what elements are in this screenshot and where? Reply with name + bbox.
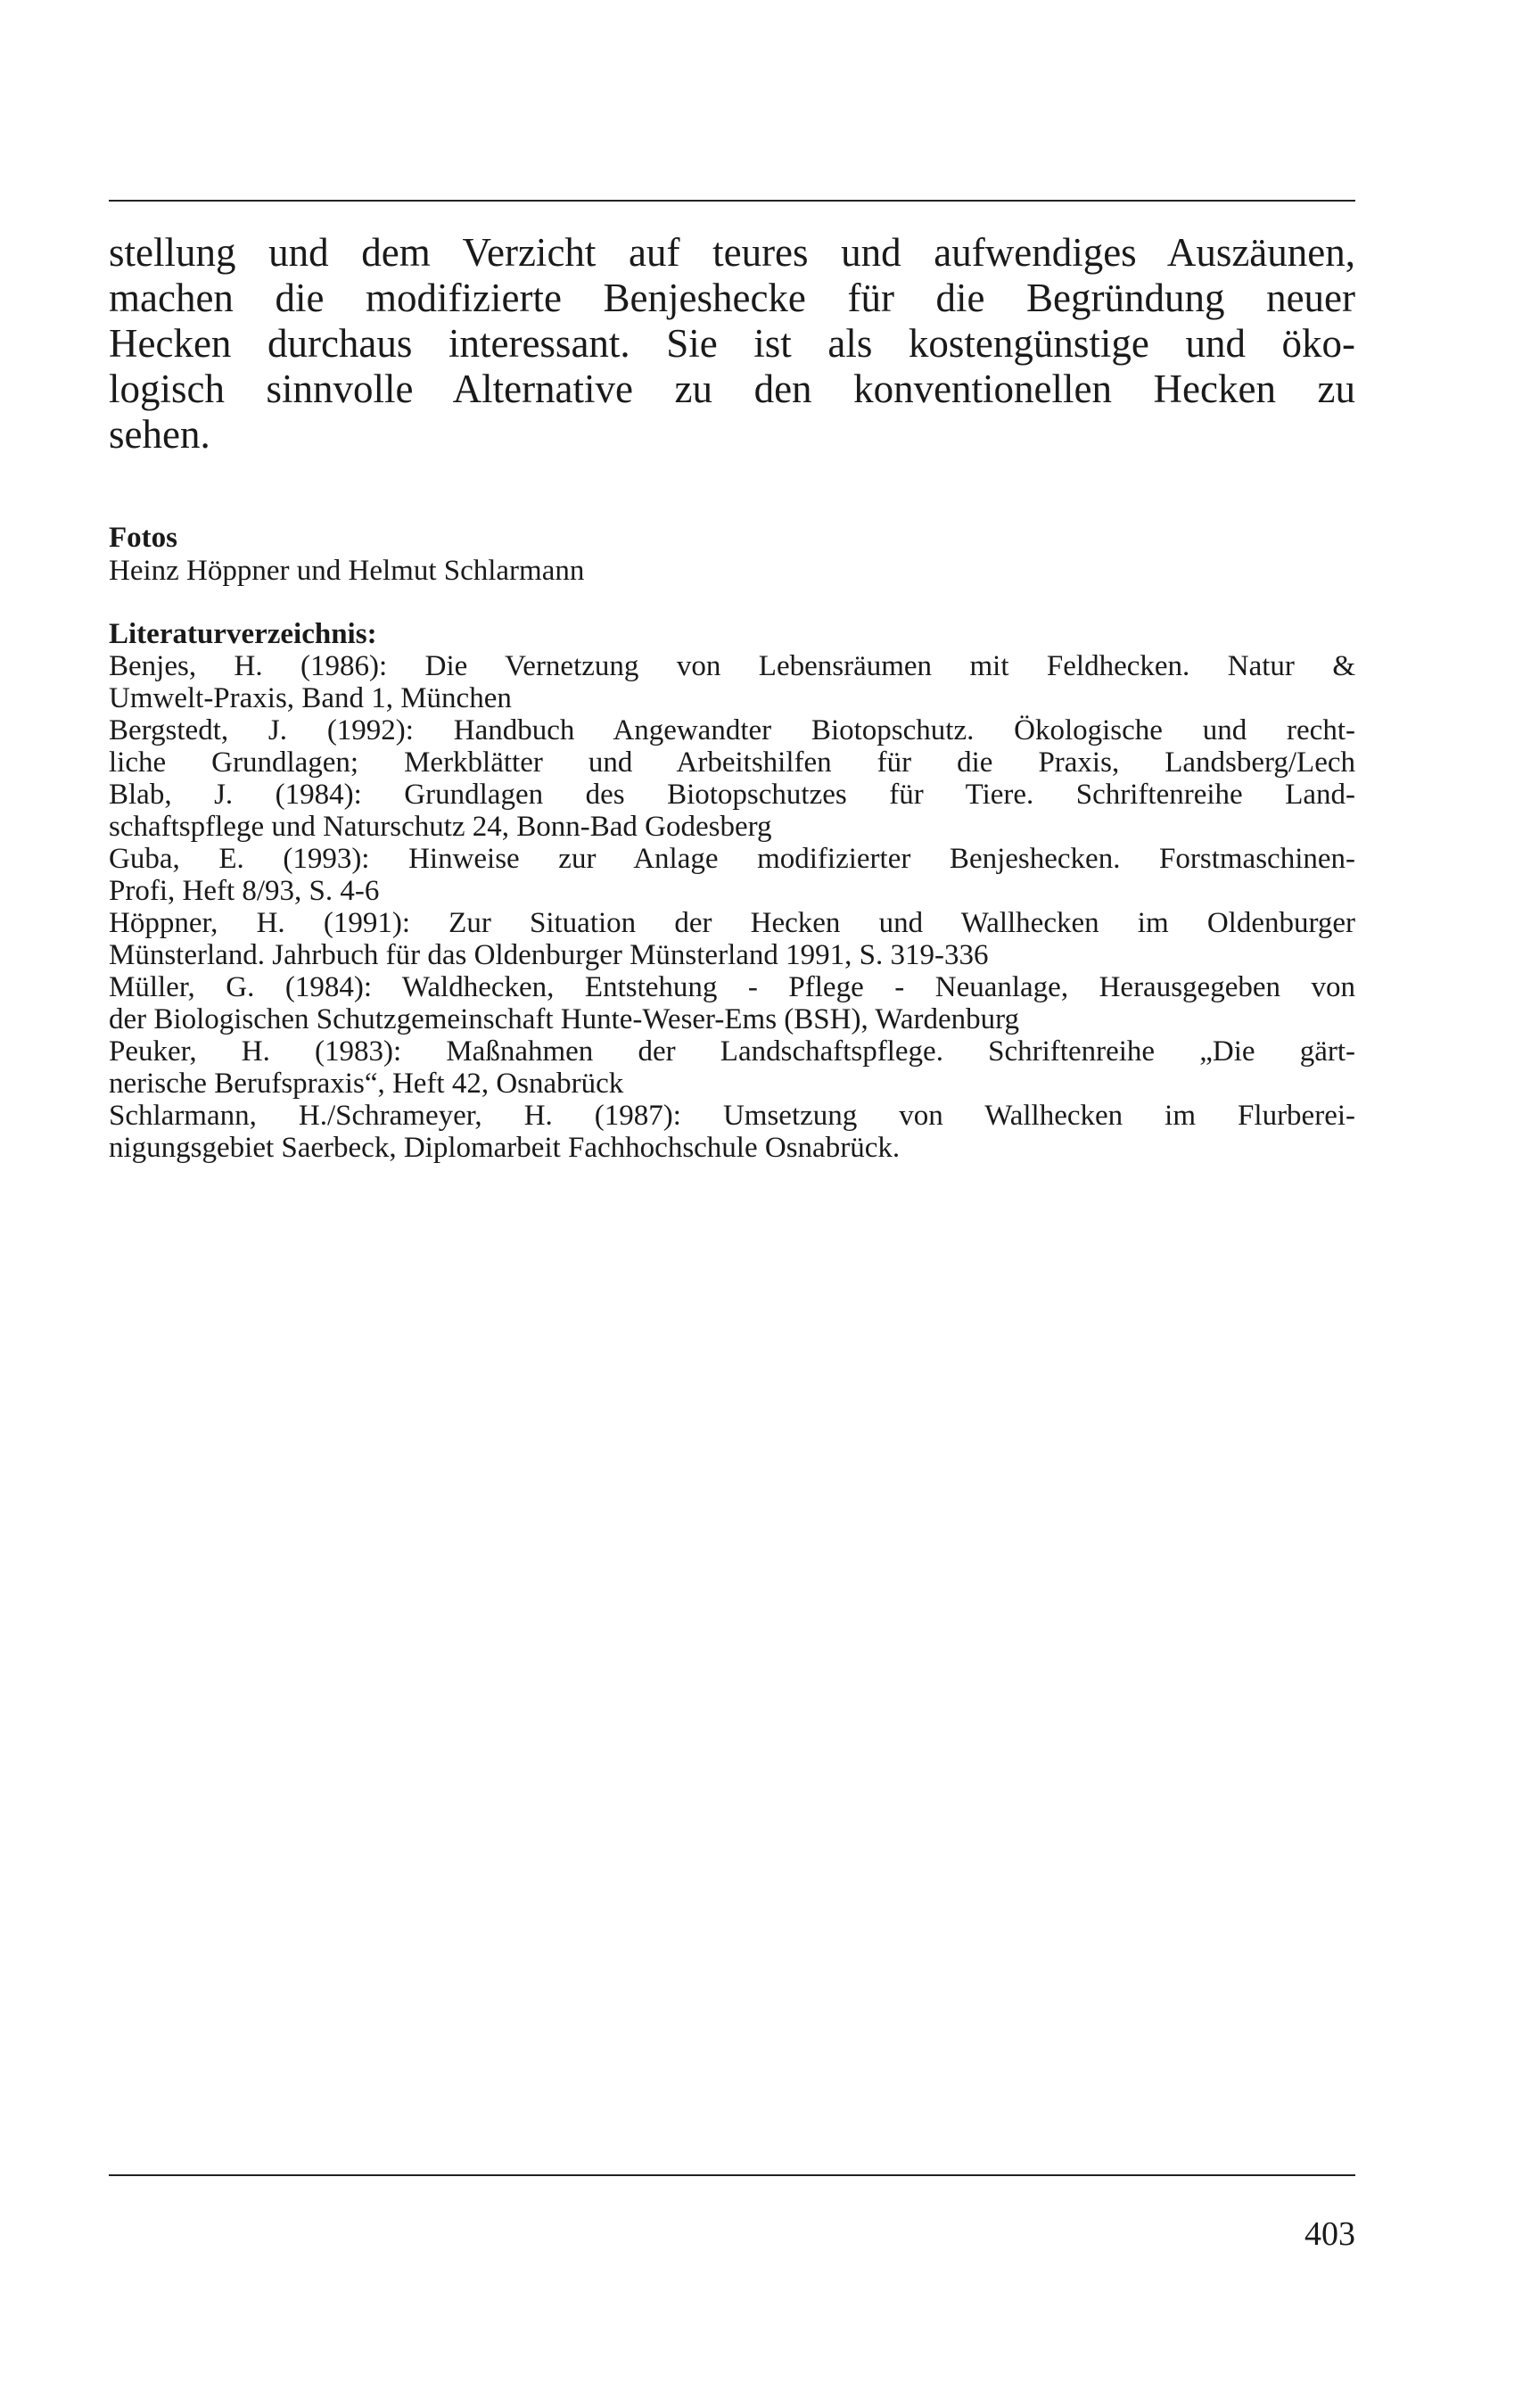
intro-line: Hecken durchaus interessant. Sie ist als kostengünstige und öko- bbox=[109, 321, 1355, 366]
page-number: 403 bbox=[1304, 2215, 1355, 2253]
reference-line: Höppner, H. (1991): Zur Situation der Hecken und Wallhecken im Oldenburger bbox=[109, 907, 1355, 939]
reference-line: Peuker, H. (1983): Maßnahmen der Landschaftspflege. Schriftenreihe „Die gärt- bbox=[109, 1035, 1355, 1068]
reference-item bbox=[109, 843, 1355, 907]
reference-line: schaftspflege und Naturschutz 24, Bonn-Bad Godesberg bbox=[109, 811, 772, 843]
reference-line: Benjes, H. (1986): Die Vernetzung von Lebensräumen mit Feldhecken. Natur & bbox=[109, 650, 1355, 682]
reference-line: Bergstedt, J. (1992): Handbuch Angewandter Biotopschutz. Ökologische und recht- bbox=[109, 714, 1355, 746]
intro-line: stellung und dem Verzicht auf teures und aufwendiges Auszäunen, bbox=[109, 230, 1355, 275]
reference-item bbox=[109, 1035, 1355, 1100]
reference-line: Blab, J. (1984): Grundlagen des Biotopschutzes für Tiere. Schriftenreihe Land- bbox=[109, 779, 1355, 811]
literature-heading: Literaturverzeichnis: bbox=[109, 618, 377, 650]
reference-line: Schlarmann, H./Schrameyer, H. (1987): Umsetzung von Wallhecken im Flurberei- bbox=[109, 1100, 1355, 1132]
bottom-rule bbox=[109, 2174, 1355, 2176]
reference-item bbox=[109, 971, 1355, 1035]
reference-list bbox=[109, 650, 1355, 1164]
intro-line: machen die modifizierte Benjeshecke für die Begründung neuer bbox=[109, 276, 1355, 320]
reference-line: der Biologischen Schutzgemeinschaft Hunte-Weser-Ems (BSH), Wardenburg bbox=[109, 1003, 1020, 1035]
reference-line: nerische Berufspraxis“, Heft 42, Osnabrück bbox=[109, 1068, 624, 1100]
reference-line: Umwelt-Praxis, Band 1, München bbox=[109, 682, 512, 714]
reference-item bbox=[109, 1100, 1355, 1164]
reference-line: Müller, G. (1984): Waldhecken, Entstehung - Pflege - Neuanlage, Herausgegeben von bbox=[109, 971, 1355, 1003]
reference-item bbox=[109, 907, 1355, 971]
fotos-heading: Fotos bbox=[109, 522, 177, 554]
intro-line: sehen. bbox=[109, 412, 210, 457]
fotos-credits: Heinz Höppner und Helmut Schlarmann bbox=[109, 555, 585, 587]
reference-line: Profi, Heft 8/93, S. 4-6 bbox=[109, 875, 380, 907]
reference-item bbox=[109, 650, 1355, 714]
top-rule bbox=[109, 200, 1355, 202]
reference-line: liche Grundlagen; Merkblätter und Arbeitshilfen für die Praxis, Landsberg/Lech bbox=[109, 746, 1355, 779]
intro-paragraph bbox=[109, 230, 1355, 458]
reference-item bbox=[109, 779, 1355, 843]
reference-line: Münsterland. Jahrbuch für das Oldenburger Münsterland 1991, S. 319-336 bbox=[109, 939, 989, 971]
reference-line: nigungsgebiet Saerbeck, Diplomarbeit Fachhochschule Osnabrück. bbox=[109, 1132, 901, 1164]
intro-line: logisch sinnvolle Alternative zu den konventionellen Hecken zu bbox=[109, 367, 1355, 411]
reference-item bbox=[109, 714, 1355, 779]
reference-line: Guba, E. (1993): Hinweise zur Anlage modifizierter Benjeshecken. Forstmaschinen- bbox=[109, 843, 1355, 875]
